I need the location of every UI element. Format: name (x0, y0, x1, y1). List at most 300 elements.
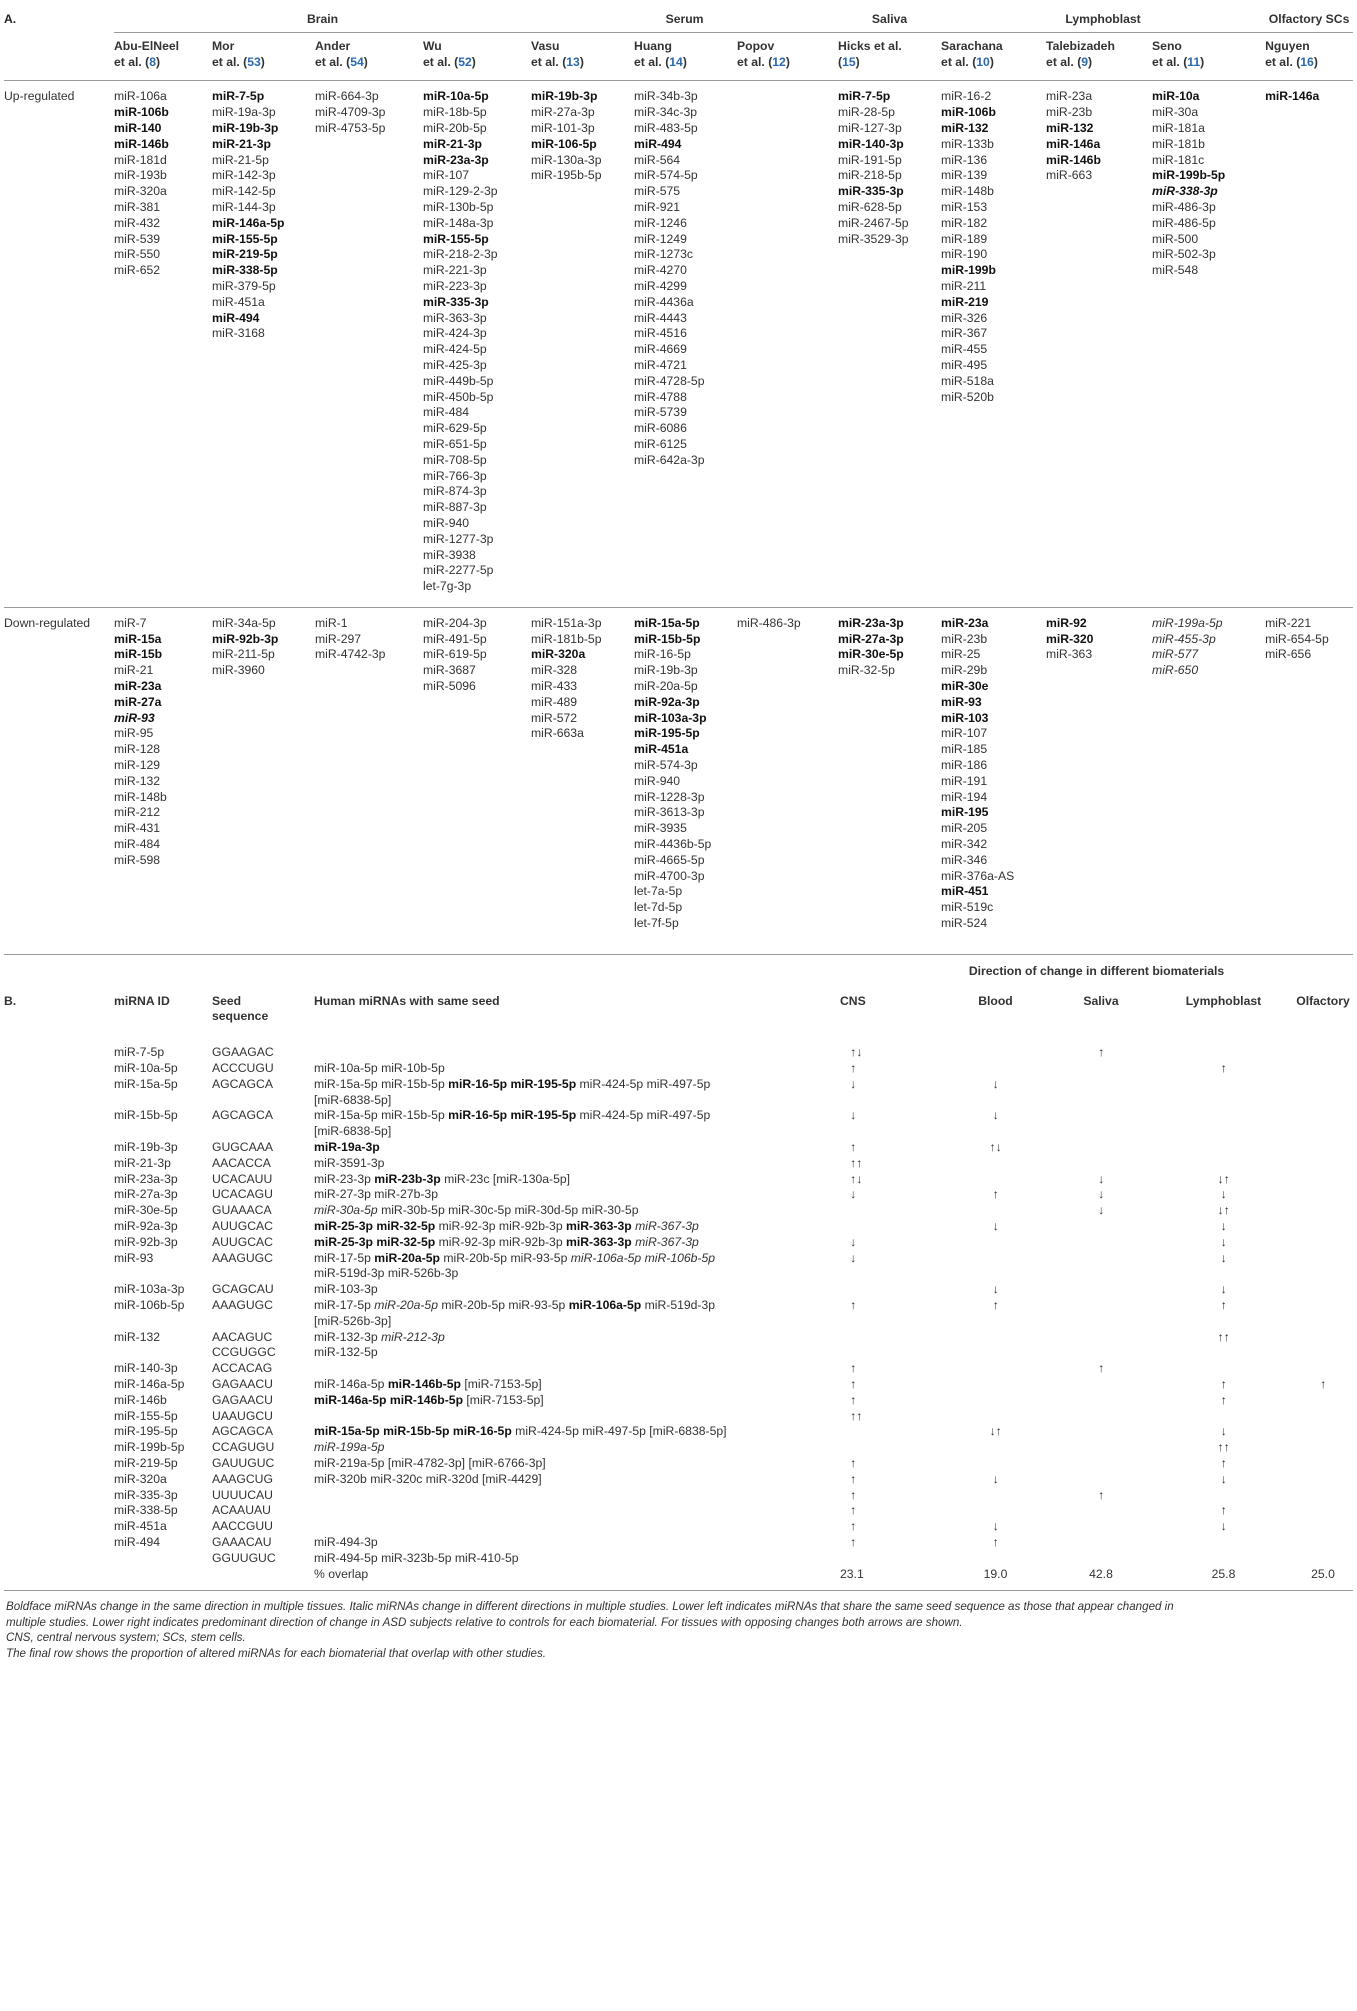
mirna-id: miR-10a-5p (114, 1061, 178, 1076)
direction-saliva (1048, 1235, 1154, 1251)
regulation-label: Down-regulated (4, 607, 114, 943)
mirna-entry: miR-221 (1265, 615, 1312, 630)
overlap-olfactory: 25.0 (1311, 1566, 1335, 1581)
mirna-list (1265, 81, 1353, 608)
mirna-entry: let-7f-5p (634, 916, 679, 931)
direction-olf (1293, 1298, 1353, 1330)
row-spacer (4, 1235, 114, 1251)
mirna-entry: miR-518a (941, 373, 994, 388)
direction-saliva (1048, 1140, 1154, 1156)
direction-olf (1293, 1108, 1353, 1140)
human-mirna: miR-15a-5p (314, 1076, 378, 1091)
seed-value: ACAAUAU (212, 1503, 271, 1518)
mirna-entry: miR-651-5p (423, 436, 487, 451)
seed-sequence (212, 1330, 314, 1362)
row-spacer (4, 1282, 114, 1298)
mirna-entry: miR-129 (114, 758, 161, 773)
mirna-id: miR-132 (114, 1329, 161, 1344)
human-mirna-line (314, 1251, 840, 1267)
author-name: Wu (423, 38, 442, 53)
mirna-id: miR-451a (114, 1519, 167, 1534)
mirna-list (634, 81, 737, 608)
author-citation: 10 (976, 54, 990, 69)
human-mirna: [miR-6838-5p] (649, 1424, 727, 1439)
direction-lympho: ↓ (1220, 1187, 1227, 1202)
overlap-cns: 23.1 (840, 1566, 864, 1581)
human-mirna: miR-17-5p (314, 1250, 371, 1265)
direction-olf (1293, 1424, 1353, 1440)
human-mirna: miR-363-3p (565, 1234, 632, 1249)
direction-blood: ↑↓ (989, 1140, 1002, 1154)
human-mirna: miR-30b-5p (381, 1203, 445, 1218)
mirna-entry: miR-218-2-3p (423, 247, 498, 262)
regulation-label: Up-regulated (4, 81, 114, 608)
direction-cns: ↑ (850, 1455, 857, 1470)
row-spacer (4, 1456, 114, 1472)
author-name: Talebizadeh (1046, 38, 1115, 53)
direction-cns: ↑↑ (850, 1155, 863, 1170)
author-name: Popov (737, 38, 775, 53)
row-spacer (4, 1061, 114, 1077)
direction-blood: ↑ (992, 1187, 999, 1202)
direction-lympho (1154, 1409, 1293, 1425)
human-mirna: [miR-7153-5p] (466, 1392, 544, 1407)
human-mirna-line (314, 1219, 840, 1235)
mirna-entry: miR-223-3p (423, 278, 487, 293)
seed-table-row (4, 1156, 1353, 1172)
human-mirnas-same-seed (314, 1330, 840, 1362)
mirna-entry: miR-495 (941, 357, 988, 372)
mirna-entry: miR-4709-3p (315, 105, 386, 120)
human-mirna-line (314, 1093, 840, 1109)
seed-table-row (4, 1456, 1353, 1472)
human-mirna-line (314, 1314, 840, 1330)
mirna-entry: miR-191-5p (838, 152, 902, 167)
direction-cns (840, 1282, 943, 1298)
mirna-list (941, 607, 1046, 943)
seed-table-row (4, 1172, 1353, 1188)
row-spacer (4, 1488, 114, 1504)
mirna-id: miR-19b-3p (114, 1140, 178, 1154)
mirna-entry: miR-335-3p (423, 294, 489, 309)
seed-sequence (212, 1172, 314, 1188)
seed-value: UUUUCAU (212, 1487, 273, 1502)
mirna-entry: miR-379-5p (212, 278, 276, 293)
mirna-entry: miR-524 (941, 916, 988, 931)
direction-olf (1293, 1219, 1353, 1235)
human-mirnas-same-seed (314, 1035, 840, 1061)
direction-cns: ↑ (850, 1503, 857, 1518)
mirna-entry: miR-642a-3p (634, 452, 705, 467)
human-mirnas-same-seed (314, 1440, 840, 1456)
mirna-entry: miR-211 (941, 278, 987, 293)
human-mirna: miR-93-5p (510, 1250, 568, 1265)
mirna-entry: miR-139 (941, 168, 988, 183)
mirna-entry: miR-550 (114, 247, 161, 262)
mirna-id: miR-27a-3p (114, 1187, 178, 1202)
row-spacer (4, 1503, 114, 1519)
mirna-id: miR-219-5p (114, 1455, 178, 1470)
direction-saliva (1048, 1156, 1154, 1172)
mirna-entry: miR-4665-5p (634, 852, 705, 867)
direction-blood (943, 1440, 1048, 1456)
seed-table-row (4, 1535, 1353, 1567)
mirna-entry: miR-921 (634, 199, 681, 214)
author-citation: 12 (772, 54, 786, 69)
mirna-entry: miR-874-3p (423, 484, 487, 499)
human-mirna: miR-15a-5p (314, 1424, 380, 1439)
mirna-entry: miR-4299 (634, 278, 687, 293)
direction-olf (1293, 1330, 1353, 1362)
row-spacer (4, 1440, 114, 1456)
direction-saliva (1048, 1535, 1154, 1567)
mirna-entry: miR-186 (941, 758, 988, 773)
mirna-id: miR-155-5p (114, 1408, 178, 1423)
direction-cns: ↑ (850, 1376, 857, 1391)
direction-saliva: ↑ (1097, 1361, 1105, 1376)
human-mirna-line (314, 1077, 840, 1093)
human-mirna: [miR-4782-3p] (387, 1455, 466, 1470)
header-human-mirnas: Human miRNAs with same seed (314, 993, 500, 1008)
row-spacer (4, 1035, 114, 1061)
direction-blood (943, 1330, 1048, 1362)
mirna-entry: miR-106a (114, 89, 167, 104)
mirna-entry: miR-155-5p (212, 231, 278, 246)
direction-saliva (1048, 1330, 1154, 1362)
mirna-entry: miR-199b (941, 263, 996, 278)
study-author-header: Vasu et al. (13) (531, 38, 584, 69)
mirna-entry: miR-520b (941, 389, 994, 404)
mirna-list (838, 81, 941, 608)
row-spacer (4, 1156, 114, 1172)
direction-olf (1293, 1409, 1353, 1425)
human-mirnas-same-seed (314, 1282, 840, 1298)
human-mirna: [miR-526b-3p] (314, 1313, 392, 1328)
mirna-entry: miR-21-3p (423, 136, 482, 151)
seed-table-row (4, 1472, 1353, 1488)
mirna-entry: miR-575 (634, 184, 681, 199)
mirna-entry: miR-3613-3p (634, 805, 705, 820)
human-mirna-line (314, 1345, 840, 1361)
direction-saliva (1048, 1108, 1154, 1140)
direction-header-row (4, 954, 1353, 987)
seed-sequence (212, 1203, 314, 1219)
down-regulated-row (4, 607, 1353, 943)
seed-table-row (4, 1035, 1353, 1061)
mirna-entry: miR-342 (941, 837, 988, 852)
human-mirnas-same-seed (314, 1172, 840, 1188)
human-mirnas-same-seed (314, 1108, 840, 1140)
mirna-entry: miR-4788 (634, 389, 687, 404)
human-mirna: miR-146a-5p (314, 1376, 385, 1391)
author-citation: 16 (1300, 54, 1314, 69)
human-mirna: miR-15b-5p (381, 1108, 445, 1123)
human-mirna: miR-195-5p (510, 1076, 577, 1091)
mirna-entry: miR-107 (423, 168, 470, 183)
author-name: Nguyen (1265, 38, 1310, 53)
mirna-entry: miR-32-5p (838, 663, 895, 678)
seed-value: AACACCA (212, 1155, 271, 1170)
row-spacer (4, 1330, 114, 1362)
mirna-entry: miR-4436a (634, 294, 694, 309)
mirna-entry: miR-193b (114, 168, 167, 183)
human-mirna: miR-320b (314, 1471, 367, 1486)
human-mirna-line (314, 1124, 840, 1140)
seed-sequence (212, 1488, 314, 1504)
human-mirna-line (314, 1061, 840, 1077)
mirna-entry: miR-103a-3p (634, 710, 707, 725)
direction-cns: ↑↑ (850, 1408, 863, 1423)
mirna-id: miR-106b-5p (114, 1297, 185, 1312)
mirna-entry: miR-199b-5p (1152, 168, 1226, 183)
human-mirnas-same-seed (314, 1203, 840, 1219)
mirna-entry: miR-19b-3p (531, 89, 598, 104)
seed-value: AGCAGCA (212, 1424, 273, 1439)
mirna-id: miR-93 (114, 1250, 154, 1265)
mirna-entry: miR-155-5p (423, 231, 489, 246)
mirna-entry: miR-92a-3p (634, 694, 700, 709)
direction-cns: ↑ (850, 1471, 857, 1486)
direction-olf (1293, 1156, 1353, 1172)
mirna-list (315, 607, 423, 943)
direction-saliva: ↑ (1097, 1487, 1105, 1502)
mirna-entry: miR-1273c (634, 247, 693, 262)
author-name: Ander (315, 38, 351, 53)
mirna-entry: miR-494 (634, 136, 682, 151)
mirna-entry: miR-185 (941, 742, 988, 757)
direction-olf (1293, 1203, 1353, 1219)
mirna-entry: miR-25 (941, 647, 981, 662)
seed-table-row (4, 1298, 1353, 1330)
direction-blood: ↑ (992, 1297, 999, 1312)
human-mirnas-same-seed (314, 1503, 840, 1519)
mirna-entry: miR-146b (1046, 152, 1101, 167)
mirna-entry: miR-2467-5p (838, 215, 909, 230)
mirna-entry: miR-128 (114, 742, 161, 757)
author-name: Sarachana (941, 38, 1003, 53)
human-mirna: miR-212-3p (381, 1329, 445, 1344)
human-mirnas-same-seed (314, 1298, 840, 1330)
mirna-entry: miR-219 (941, 294, 989, 309)
author-citation: 53 (247, 54, 261, 69)
mirna-entry: miR-144-3p (212, 199, 276, 214)
direction-cns (840, 1219, 943, 1235)
human-mirna: miR-497-5p (646, 1108, 711, 1123)
human-mirnas-same-seed (314, 1361, 840, 1377)
human-mirna: miR-424-5p (515, 1424, 579, 1439)
human-mirna: miR-494-3p (314, 1534, 378, 1549)
mirna-id: miR-15a-5p (114, 1076, 178, 1091)
mirna-entry: miR-195-5p (634, 726, 700, 741)
study-author-header: Sarachana et al. (10) (941, 38, 1003, 69)
direction-saliva (1048, 1424, 1154, 1440)
seed-value: AAAGUGC (212, 1250, 273, 1265)
mirna-entry: miR-34a-5p (212, 615, 276, 630)
mirna-entry: miR-486-3p (737, 615, 801, 630)
direction-cns (840, 1330, 943, 1362)
mirna-entry: miR-4669 (634, 342, 687, 357)
mirna-entry: miR-10a (1152, 89, 1200, 104)
direction-olf (1293, 1535, 1353, 1567)
row-spacer (4, 1187, 114, 1203)
direction-olf (1293, 1251, 1353, 1283)
row-spacer (4, 1108, 114, 1140)
mirna-entry: miR-19a-3p (212, 105, 276, 120)
human-mirna: miR-106a-5p (570, 1250, 642, 1265)
human-mirna: miR-30d-5p (514, 1203, 579, 1218)
mirna-entry: miR-34b-3p (634, 89, 698, 104)
seed-value: CCGUGGC (212, 1345, 276, 1360)
mirna-entry: miR-146a (1265, 89, 1320, 104)
human-mirna-line (314, 1440, 840, 1456)
mirna-entry: miR-181d (114, 152, 167, 167)
seed-sequence (212, 1424, 314, 1440)
human-mirnas-same-seed (314, 1251, 840, 1283)
human-mirna: miR-526b-3p (387, 1266, 459, 1281)
human-mirna: miR-32-5p (376, 1218, 436, 1233)
seed-table-row (4, 1330, 1353, 1362)
mirna-list (212, 607, 315, 943)
row-spacer (4, 1140, 114, 1156)
mirna-id: miR-320a (114, 1471, 167, 1486)
mirna-entry: miR-663 (1046, 168, 1093, 183)
study-author-header: Wu et al. (52) (423, 38, 476, 69)
tissue-group-serum: Serum (531, 0, 838, 32)
mirna-entry: miR-27a (114, 694, 162, 709)
human-mirna: miR-103-3p (314, 1282, 378, 1297)
mirna-entry: miR-195 (941, 805, 989, 820)
human-mirnas-same-seed (314, 1424, 840, 1440)
mirna-entry: miR-450b-5p (423, 389, 494, 404)
mirna-entry: miR-218-5p (838, 168, 902, 183)
mirna-entry: miR-30a (1152, 105, 1199, 120)
mirna-entry: miR-189 (941, 231, 988, 246)
mirna-entry: miR-320a (114, 184, 167, 199)
mirna-entry: miR-151a-3p (531, 615, 602, 630)
direction-lympho (1154, 1156, 1293, 1172)
direction-lympho: ↑ (1220, 1061, 1227, 1076)
direction-blood (943, 1203, 1048, 1219)
overlap-row (4, 1567, 1353, 1591)
seed-table-row (4, 1519, 1353, 1535)
mirna-entry: miR-16-5p (634, 647, 691, 662)
mirna-entry: miR-148b (941, 184, 994, 199)
mirna-entry: miR-23a-3p (423, 152, 489, 167)
mirna-entry: miR-346 (941, 852, 988, 867)
direction-olf (1293, 1393, 1353, 1409)
direction-olf (1293, 1361, 1353, 1377)
mirna-list (212, 81, 315, 608)
seed-table-row (4, 1440, 1353, 1456)
direction-olf (1293, 1187, 1353, 1203)
mirna-entry: miR-424-5p (423, 342, 487, 357)
human-mirna-line (314, 1456, 840, 1472)
human-mirna: miR-23-3p (314, 1171, 371, 1186)
direction-blood (943, 1488, 1048, 1504)
mirna-entry: miR-574-3p (634, 758, 698, 773)
human-mirna: miR-367-3p (635, 1218, 699, 1233)
human-mirna: miR-27-3p (314, 1187, 371, 1202)
mirna-entry: miR-455-3p (1152, 631, 1216, 646)
seed-value: AUUGCAC (212, 1234, 273, 1249)
direction-lympho: ↑ (1220, 1392, 1227, 1407)
mirna-entry: miR-451a (212, 294, 265, 309)
human-mirna-line (314, 1472, 840, 1488)
human-mirna-line (314, 1377, 840, 1393)
human-mirnas-same-seed (314, 1488, 840, 1504)
mirna-entry: miR-199a-5p (1152, 615, 1223, 630)
direction-saliva: ↓ (1097, 1171, 1105, 1186)
mirna-entry: miR-486-5p (1152, 215, 1216, 230)
human-mirna: miR-30-5p (581, 1203, 639, 1218)
mirna-entry: miR-424-3p (423, 326, 487, 341)
direction-blood: ↓ (992, 1282, 999, 1297)
direction-cns (840, 1203, 943, 1219)
direction-blood: ↓ (992, 1076, 999, 1091)
mirna-entry: miR-190 (941, 247, 988, 262)
mirna-entry: miR-572 (531, 710, 578, 725)
mirna-entry: miR-3938 (423, 547, 476, 562)
seed-sequence (212, 1377, 314, 1393)
seed-sequence (212, 1187, 314, 1203)
mirna-id: miR-103a-3p (114, 1282, 185, 1297)
direction-olf (1293, 1061, 1353, 1077)
mirna-entry: miR-146a (1046, 136, 1101, 151)
seed-sequence (212, 1409, 314, 1425)
header-blood: Blood (978, 993, 1013, 1008)
human-mirna-line (314, 1108, 840, 1124)
human-mirna: miR-146a-5p (314, 1392, 387, 1407)
mirna-entry: miR-130a-3p (531, 152, 602, 167)
overlap-saliva: 42.8 (1089, 1566, 1113, 1581)
human-mirna-line (314, 1535, 840, 1551)
direction-olf (1293, 1440, 1353, 1456)
mirna-entry: miR-140 (114, 120, 162, 135)
human-mirnas-same-seed (314, 1156, 840, 1172)
mirna-id: miR-140-3p (114, 1361, 178, 1376)
mirna-entry: miR-6086 (634, 421, 687, 436)
part-b-table (4, 954, 1353, 1590)
mirna-entry: miR-195b-5p (531, 168, 602, 183)
direction-lympho (1154, 1488, 1293, 1504)
mirna-entry: miR-221-3p (423, 263, 487, 278)
direction-lympho: ↑ (1220, 1376, 1227, 1391)
direction-cns: ↑↓ (850, 1171, 863, 1186)
direction-saliva (1048, 1077, 1154, 1109)
row-spacer (4, 1519, 114, 1535)
up-regulated-row (4, 81, 1353, 608)
direction-cns: ↑ (850, 1519, 857, 1534)
mirna-entry: miR-29b (941, 663, 988, 678)
mirna-entry: miR-30e-5p (838, 647, 904, 662)
seed-value: AAAGUGC (212, 1297, 273, 1312)
seed-value: GGUUGUC (212, 1550, 276, 1565)
direction-lympho: ↑ (1220, 1455, 1227, 1470)
mirna-entry: miR-577 (1152, 647, 1199, 662)
direction-lympho: ↓ (1220, 1250, 1227, 1265)
direction-lympho: ↓↑ (1217, 1203, 1230, 1218)
mirna-entry: miR-3687 (423, 663, 476, 678)
mirna-entry: miR-21-5p (212, 152, 269, 167)
direction-saliva (1048, 1409, 1154, 1425)
mirna-list (114, 607, 212, 943)
direction-lympho: ↓ (1220, 1282, 1227, 1297)
direction-blood: ↓ (992, 1218, 999, 1233)
direction-lympho: ↓ (1220, 1218, 1227, 1233)
seed-table-row (4, 1393, 1353, 1409)
mirna-entry: miR-431 (114, 821, 161, 836)
direction-saliva (1048, 1282, 1154, 1298)
